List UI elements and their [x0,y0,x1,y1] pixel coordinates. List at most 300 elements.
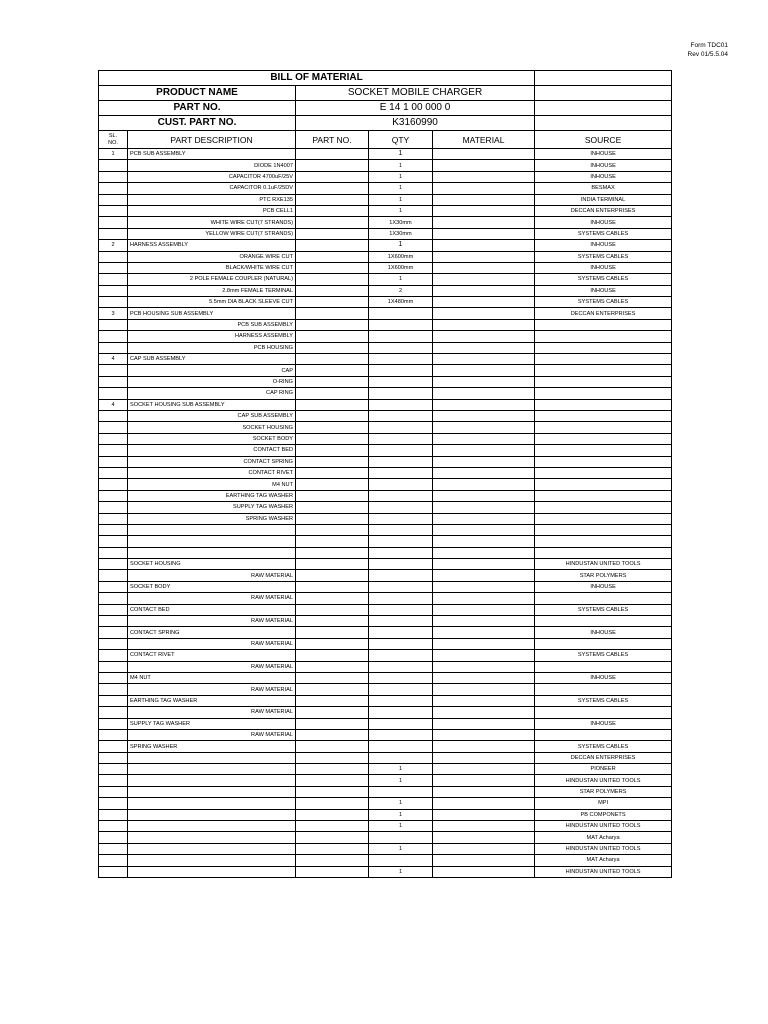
table-row [99,388,672,399]
part-no-cell [296,149,369,160]
material-cell [433,616,535,627]
sl-no-cell [99,729,128,740]
source-cell [535,376,672,387]
material-cell [433,149,535,160]
table-row [99,376,672,387]
sl-no-cell: 4 [99,354,128,365]
material-cell [433,741,535,752]
source-cell [535,536,672,547]
part-no-cell [296,547,369,558]
source-cell [535,593,672,604]
material-cell [433,205,535,216]
sl-no-cell [99,524,128,535]
table-row [99,160,672,171]
material-cell [433,410,535,421]
material-cell [433,490,535,501]
material-cell [433,798,535,809]
table-row [99,365,672,376]
qty-cell [369,650,433,661]
source-cell [535,433,672,444]
part-no-cell [296,672,369,683]
qty-cell [369,752,433,763]
qty-cell [369,707,433,718]
part-description-cell: CONTACT SPRING [128,456,296,467]
part-description-cell: CONTACT BED [128,604,296,615]
material-cell [433,365,535,376]
material-cell [433,160,535,171]
part-description-cell: 2.8mm FEMALE TERMINAL [128,285,296,296]
table-row [99,638,672,649]
material-cell [433,843,535,854]
part-no-cell [296,502,369,513]
qty-cell [369,388,433,399]
part-description-cell: RAW MATERIAL [128,638,296,649]
part-no-cell [296,376,369,387]
qty-cell [369,410,433,421]
material-cell [433,285,535,296]
source-cell [535,707,672,718]
source-cell: DECCAN ENTERPRISES [535,205,672,216]
source-cell: SYSTEMS CABLES [535,274,672,285]
material-cell [433,399,535,410]
qty-cell: 1X480mm [369,297,433,308]
source-cell [535,524,672,535]
part-description-cell: PCB CELL1 [128,205,296,216]
qty-cell [369,684,433,695]
source-cell [535,616,672,627]
source-cell [535,410,672,421]
material-cell [433,183,535,194]
source-cell: HINDUSTAN UNITED TOOLS [535,821,672,832]
part-no-cell [296,388,369,399]
sl-no-cell [99,205,128,216]
part-no-cell [296,297,369,308]
source-cell [535,547,672,558]
material-cell [433,581,535,592]
qty-cell [369,502,433,513]
part-no-cell [296,650,369,661]
table-row [99,616,672,627]
source-cell [535,467,672,478]
part-no-cell [296,866,369,877]
source-cell: STAR POLYMERS [535,570,672,581]
sl-no-cell [99,604,128,615]
source-cell [535,342,672,353]
table-row [99,536,672,547]
part-description-cell: CONTACT RIVET [128,467,296,478]
material-cell [433,821,535,832]
table-row [99,217,672,228]
sl-no-cell [99,297,128,308]
table-row [99,524,672,535]
material-cell [433,684,535,695]
part-description-cell: RAW MATERIAL [128,684,296,695]
sl-no-cell [99,194,128,205]
table-row [99,764,672,775]
source-cell [535,354,672,365]
part-no-cell [296,616,369,627]
material-cell [433,809,535,820]
source-cell [535,399,672,410]
part-no-cell [296,627,369,638]
sl-no-cell: 1 [99,149,128,160]
sl-no-cell [99,445,128,456]
part-description-cell: SOCKET HOUSING [128,559,296,570]
qty-cell [369,490,433,501]
qty-cell [369,319,433,330]
document-title: BILL OF MATERIAL [99,71,535,86]
sl-no-cell [99,228,128,239]
material-cell [433,513,535,524]
table-row [99,433,672,444]
sl-no-cell [99,821,128,832]
qty-cell [369,422,433,433]
qty-cell [369,672,433,683]
part-no-cell [296,786,369,797]
source-cell: MAT Acharya [535,855,672,866]
part-description-cell: RAW MATERIAL [128,661,296,672]
material-cell [433,718,535,729]
sl-no-cell [99,684,128,695]
part-description-cell: WHITE WIRE CUT(7 STRANDS) [128,217,296,228]
table-row [99,171,672,182]
sl-no-cell [99,638,128,649]
material-cell [433,604,535,615]
part-description-cell: CAP SUB ASSEMBLY [128,354,296,365]
source-cell: INHOUSE [535,262,672,273]
table-row [99,308,672,319]
qty-cell [369,855,433,866]
sl-no-cell [99,718,128,729]
material-cell [433,786,535,797]
material-cell [433,445,535,456]
sl-no-cell [99,764,128,775]
part-no-cell [296,160,369,171]
part-description-cell [128,786,296,797]
part-no-cell [296,752,369,763]
part-description-cell [128,866,296,877]
qty-cell [369,376,433,387]
part-no-value: E 14 1 00 000 0 [296,101,535,116]
part-description-cell: RAW MATERIAL [128,570,296,581]
material-cell [433,308,535,319]
part-description-cell: 2 POLE FEMALE COUPLER (NATURAL) [128,274,296,285]
table-row [99,718,672,729]
table-row [99,410,672,421]
source-cell: INDIA TERMINAL [535,194,672,205]
table-row [99,843,672,854]
qty-cell [369,467,433,478]
material-cell [433,650,535,661]
part-description-cell: 5.5mm DIA BLACK SLEEVE CUT [128,297,296,308]
table-row [99,593,672,604]
part-no-cell [296,559,369,570]
cust-part-no-value: K3160990 [296,116,535,131]
source-cell [535,445,672,456]
sl-no-cell [99,798,128,809]
column-header-sl-no [99,131,128,149]
source-cell: BESMAX [535,183,672,194]
qty-cell: 1 [369,764,433,775]
table-row [99,205,672,216]
qty-cell: 1X600mm [369,262,433,273]
part-description-cell: RAW MATERIAL [128,593,296,604]
table-row [99,331,672,342]
source-cell [535,331,672,342]
source-cell [535,729,672,740]
part-no-cell [296,240,369,251]
form-reference [688,41,728,59]
part-no-cell [296,467,369,478]
part-no-cell [296,490,369,501]
material-cell [433,627,535,638]
part-no-cell [296,821,369,832]
part-description-cell: YELLOW WIRE CUT(7 STRANDS) [128,228,296,239]
material-cell [433,707,535,718]
table-row [99,502,672,513]
part-description-cell: CAP [128,365,296,376]
material-cell [433,775,535,786]
qty-cell [369,638,433,649]
part-description-cell: SOCKET BODY [128,433,296,444]
material-cell [433,695,535,706]
material-cell [433,661,535,672]
qty-cell: 2 [369,285,433,296]
material-cell [433,422,535,433]
part-description-cell: EARTHING TAG WASHER [128,490,296,501]
material-cell [433,536,535,547]
column-header-material: MATERIAL [433,131,535,149]
sl-no-cell [99,661,128,672]
qty-cell [369,547,433,558]
qty-cell [369,559,433,570]
part-no-cell [296,638,369,649]
table-row [99,194,672,205]
qty-cell: 1 [369,809,433,820]
table-row [99,695,672,706]
sl-label-line1: SL. [108,132,118,139]
table-row [99,627,672,638]
part-description-cell: O-RING [128,376,296,387]
table-row [99,809,672,820]
sl-no-cell [99,217,128,228]
table-row [99,251,672,262]
part-description-cell: SUPPLY TAG WASHER [128,502,296,513]
source-cell: INHOUSE [535,718,672,729]
qty-cell: 1 [369,798,433,809]
source-cell: INHOUSE [535,627,672,638]
part-no-cell [296,479,369,490]
sl-no-cell [99,752,128,763]
material-cell [433,262,535,273]
sl-no-cell [99,502,128,513]
header-blank-cell [535,101,672,116]
material-cell [433,240,535,251]
part-no-cell [296,228,369,239]
cust-part-no-label: CUST. PART NO. [99,116,296,131]
part-no-cell [296,445,369,456]
source-cell: SYSTEMS CABLES [535,695,672,706]
part-description-cell: PTC RXE135 [128,194,296,205]
qty-cell: 1 [369,205,433,216]
table-row [99,262,672,273]
material-cell [433,433,535,444]
sl-no-cell [99,274,128,285]
qty-cell [369,604,433,615]
part-description-cell [128,764,296,775]
part-description-cell: SUPPLY TAG WASHER [128,718,296,729]
table-row [99,319,672,330]
material-cell [433,570,535,581]
table-row [99,798,672,809]
qty-cell: 1 [369,843,433,854]
part-no-cell [296,707,369,718]
part-no-cell [296,764,369,775]
form-number: Form TDC01 [690,42,728,49]
source-cell [535,365,672,376]
part-description-cell: M4 NUT [128,479,296,490]
sl-no-cell [99,536,128,547]
part-no-cell [296,262,369,273]
part-no-cell [296,365,369,376]
part-description-cell: EARTHING TAG WASHER [128,695,296,706]
part-no-cell [296,513,369,524]
material-cell [433,217,535,228]
sl-no-cell [99,741,128,752]
source-cell [535,479,672,490]
part-description-cell: HARNESS ASSEMBLY [128,240,296,251]
material-cell [433,319,535,330]
part-description-cell: PCB SUB ASSEMBLY [128,149,296,160]
qty-cell [369,718,433,729]
part-description-cell [128,536,296,547]
table-row [99,456,672,467]
header-blank-cell [535,116,672,131]
table-row [99,228,672,239]
part-description-cell: CONTACT BED [128,445,296,456]
sl-no-cell [99,775,128,786]
part-description-cell: SOCKET HOUSING [128,422,296,433]
table-row [99,581,672,592]
sl-no-cell [99,650,128,661]
qty-cell [369,695,433,706]
bill-of-material-table [98,70,672,878]
material-cell [433,559,535,570]
table-row [99,729,672,740]
source-cell: SYSTEMS CABLES [535,604,672,615]
qty-cell: 1 [369,171,433,182]
column-header-qty: QTY [369,131,433,149]
material-cell [433,638,535,649]
material-cell [433,593,535,604]
sl-no-cell [99,616,128,627]
table-row [99,672,672,683]
qty-cell [369,581,433,592]
sl-no-cell: 3 [99,308,128,319]
part-no-cell [296,570,369,581]
sl-no-cell [99,513,128,524]
part-description-cell [128,843,296,854]
table-row [99,775,672,786]
source-cell: STAR POLYMERS [535,786,672,797]
part-description-cell: ORANGE WIRE CUT [128,251,296,262]
sl-no-cell [99,581,128,592]
sl-no-cell [99,627,128,638]
qty-cell [369,570,433,581]
source-cell [535,502,672,513]
source-cell: SYSTEMS CABLES [535,251,672,262]
material-cell [433,274,535,285]
qty-cell [369,627,433,638]
qty-cell [369,445,433,456]
source-cell: INHOUSE [535,581,672,592]
table-row [99,297,672,308]
qty-cell: 1 [369,775,433,786]
part-description-cell [128,821,296,832]
source-cell: MPI [535,798,672,809]
qty-cell [369,456,433,467]
product-name-value: SOCKET MOBILE CHARGER [296,86,535,101]
source-cell: INHOUSE [535,240,672,251]
part-no-cell [296,308,369,319]
material-cell [433,171,535,182]
table-row [99,285,672,296]
material-cell [433,388,535,399]
source-cell: INHOUSE [535,217,672,228]
table-row [99,786,672,797]
product-name-row [99,86,672,101]
material-cell [433,297,535,308]
part-no-cell [296,524,369,535]
sl-no-cell [99,160,128,171]
part-no-cell [296,809,369,820]
column-header-part-no: PART NO. [296,131,369,149]
source-cell [535,388,672,399]
source-cell [535,456,672,467]
sl-no-cell [99,843,128,854]
material-cell [433,194,535,205]
part-no-cell [296,684,369,695]
source-cell: INHOUSE [535,160,672,171]
qty-cell [369,524,433,535]
material-cell [433,331,535,342]
sl-no-cell [99,365,128,376]
sl-label-line2: NO. [108,139,118,146]
table-row [99,821,672,832]
material-cell [433,855,535,866]
qty-cell: 1 [369,183,433,194]
part-no-cell [296,832,369,843]
source-cell: INHOUSE [535,672,672,683]
sl-no-cell [99,331,128,342]
table-row [99,604,672,615]
sl-no-cell [99,695,128,706]
column-header-source: SOURCE [535,131,672,149]
table-row [99,661,672,672]
part-no-cell [296,456,369,467]
material-cell [433,764,535,775]
part-description-cell: RAW MATERIAL [128,729,296,740]
material-cell [433,467,535,478]
material-cell [433,729,535,740]
sl-no-cell [99,456,128,467]
source-cell: HINDUSTAN UNITED TOOLS [535,775,672,786]
part-no-cell [296,410,369,421]
table-row [99,490,672,501]
part-description-cell: CAP SUB ASSEMBLY [128,410,296,421]
qty-cell [369,399,433,410]
qty-cell [369,479,433,490]
